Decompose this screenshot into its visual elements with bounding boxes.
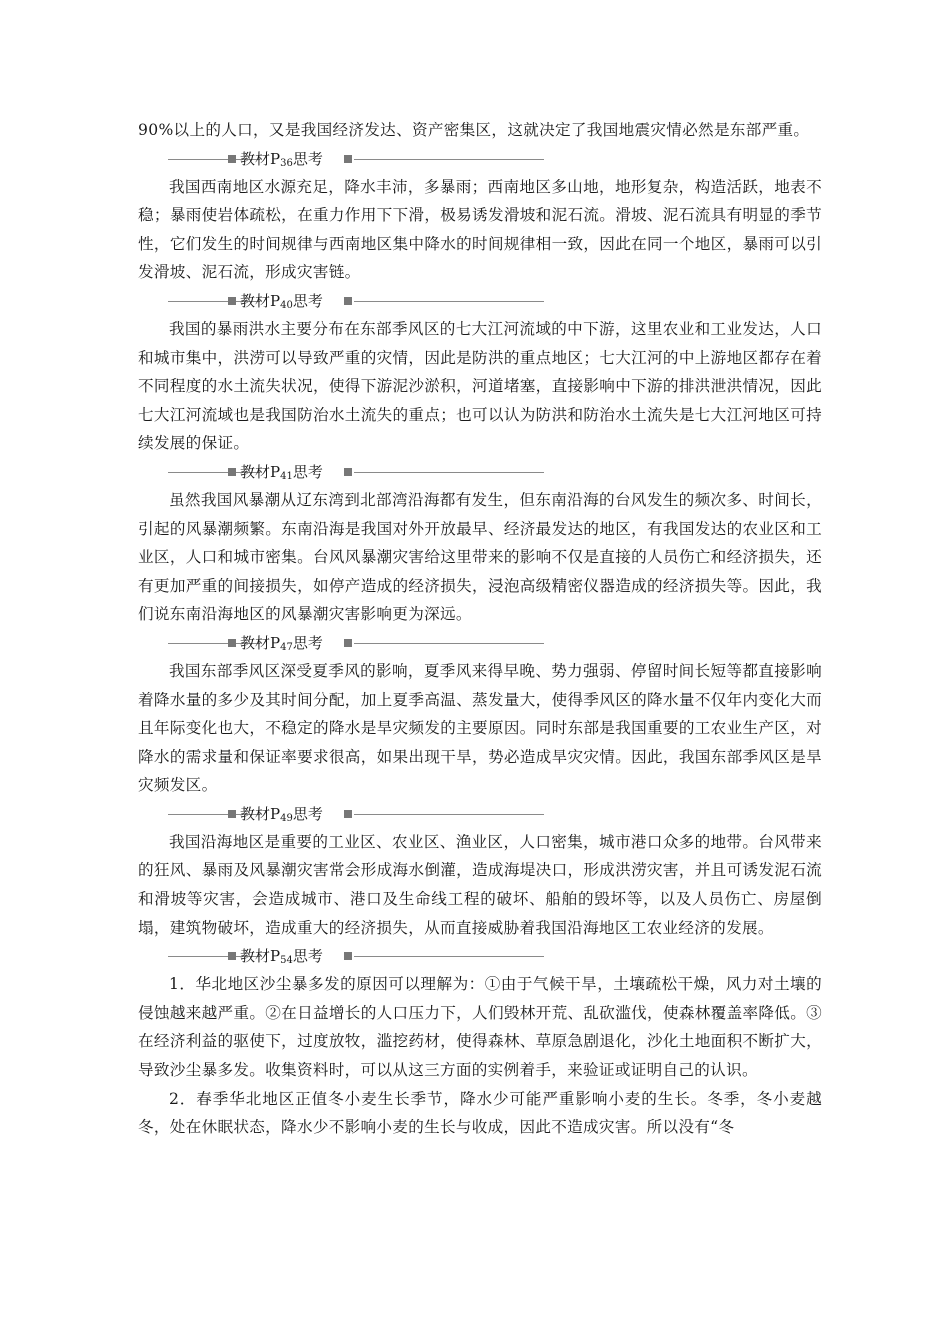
square-bullet-icon — [344, 155, 352, 163]
heading-label: 教材$P_{41}$思考 — [240, 462, 323, 482]
square-bullet-icon — [344, 952, 352, 960]
divider-line-right — [354, 472, 544, 473]
paragraph-intro: 90%以上的人口，又是我国经济发达、资产密集区，这就决定了我国地震灾情必然是东部严重。 — [138, 121, 810, 139]
divider-line-right — [354, 643, 544, 644]
square-bullet-icon — [228, 639, 236, 647]
document-page — [138, 116, 822, 1142]
section-heading-p47 — [138, 629, 822, 657]
square-bullet-icon — [228, 155, 236, 163]
paragraph-p47: 我国东部季风区深受夏季风的影响，夏季风来得早晚、势力强弱、停留时间长短等都直接影响着降水量的多少及其时间分配，加上夏季高温、蒸发量大，使得季风区的降水量不仅年内变化大而且年际变化也大，不稳定的降水是旱灾频发的主要原因。同时东部是我国重要的工农业生产区，对降水的需求量和保证率要求很高，如果出现干旱，势必造成旱灾灾情。因此，我国东部季风区是旱灾频发区。 — [138, 661, 822, 795]
divider-line-right — [354, 159, 544, 160]
divider-line-right — [354, 814, 544, 815]
divider-line-right — [354, 956, 544, 957]
paragraph-p54-item-1: 1．华北地区沙尘暴多发的原因可以理解为：①由于气候干旱，土壤疏松干燥，风力对土壤的侵蚀越来越严重。②在日益增长的人口压力下，人们毁林开荒、乱砍滥伐，使森林覆盖率降低。③在经济利益的驱使下，过度放牧，滥挖药材，使得森林、草原急剧退化，沙化土地面积不断扩大，导致沙尘暴多发。收集资料时，可以从这三方面的实例着手，来验证或证明自己的认识。 — [138, 975, 822, 1080]
heading-label: 教材$P_{47}$思考 — [240, 633, 323, 653]
square-bullet-icon — [228, 468, 236, 476]
paragraph-p54-item-2: 2．春季华北地区正值冬小麦生长季节，降水少可能严重影响小麦的生长。冬季，冬小麦越冬，处在休眠状态，降水少不影响小麦的生长与收成，因此不造成灾害。所以没有“冬 — [138, 1089, 822, 1137]
divider-line-right — [354, 301, 544, 302]
section-heading-p41 — [138, 458, 822, 486]
paragraph-p41: 虽然我国风暴潮从辽东湾到北部湾沿海都有发生，但东南沿海的台风发生的频次多、时间长，引起的风暴潮频繁。东南沿海是我国对外开放最早、经济最发达的地区，有我国发达的农业区和工业区，人口和城市密集。台风风暴潮灾害给这里带来的影响不仅是直接的人员伤亡和经济损失，还有更加严重的间接损失，如停产造成的经济损失，浸泡高级精密仪器造成的经济损失等。因此，我们说东南沿海地区的风暴潮灾害影响更为深远。 — [138, 490, 822, 624]
section-heading-p49 — [138, 800, 822, 828]
paragraph-p36: 我国西南地区水源充足，降水丰沛，多暴雨；西南地区多山地，地形复杂，构造活跃，地表不稳；暴雨使岩体疏松，在重力作用下下滑，极易诱发滑坡和泥石流。滑坡、泥石流具有明显的季节性，它们发生的时间规律与西南地区集中降水的时间规律相一致，因此在同一个地区，暴雨可以引发滑坡、泥石流，形成灾害链。 — [138, 177, 822, 282]
heading-label: 教材$P_{40}$思考 — [240, 291, 323, 311]
heading-label: 教材$P_{49}$思考 — [240, 804, 323, 824]
heading-label: 教材$P_{54}$思考 — [240, 947, 323, 967]
heading-label: 教材$P_{36}$思考 — [240, 149, 323, 169]
section-heading-p40 — [138, 287, 822, 315]
square-bullet-icon — [344, 639, 352, 647]
square-bullet-icon — [228, 297, 236, 305]
section-heading-p36 — [138, 145, 822, 173]
square-bullet-icon — [228, 810, 236, 818]
section-heading-p54 — [138, 942, 822, 970]
square-bullet-icon — [344, 468, 352, 476]
square-bullet-icon — [228, 952, 236, 960]
square-bullet-icon — [344, 810, 352, 818]
paragraph-p40: 我国的暴雨洪水主要分布在东部季风区的七大江河流域的中下游，这里农业和工业发达，人口和城市集中，洪涝可以导致严重的灾情，因此是防洪的重点地区；七大江河的中上游地区都存在着不同程度的水土流失状况，使得下游泥沙淤积，河道堵塞，直接影响中下游的排洪泄洪情况，因此七大江河流域也是我国防治水土流失的重点；也可以认为防洪和防治水土流失是七大江河地区可持续发展的保证。 — [138, 319, 822, 453]
square-bullet-icon — [344, 297, 352, 305]
paragraph-p49: 我国沿海地区是重要的工业区、农业区、渔业区，人口密集，城市港口众多的地带。台风带来的狂风、暴雨及风暴潮灾害常会形成海水倒灌，造成海堤决口，形成洪涝灾害，并且可诱发泥石流和滑坡等灾害，会造成城市、港口及生命线工程的破坏、船舶的毁坏等，以及人员伤亡、房屋倒塌，建筑物破坏，造成重大的经济损失，从而直接威胁着我国沿海地区工农业经济的发展。 — [138, 832, 822, 937]
